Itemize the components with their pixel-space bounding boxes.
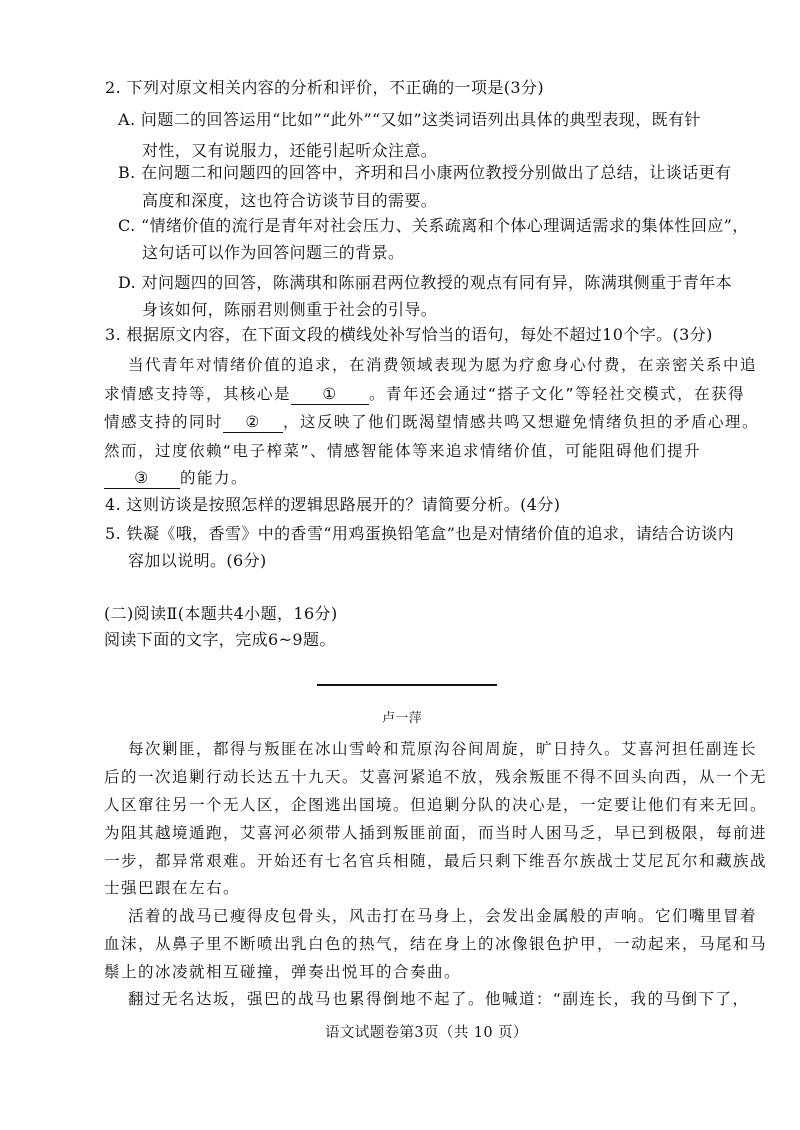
q3-passage-text: 。青年还会通过“搭子文化”等轻社交模式，在获得 — [369, 385, 746, 403]
q3-blank-3: ③ — [104, 468, 180, 489]
story-line: 一步，都异常艰难。开始还有七名官兵相随，最后只剩下维吾尔族战士艾尼瓦尔和藏族战 — [104, 852, 768, 870]
q2-option-a-line1: A. 问题二的回答运用“比如”“此外”“又如”这类词语列出具体的典型表现，既有针 — [118, 110, 701, 129]
q3-passage-text: 的能力。 — [180, 469, 249, 487]
q5-stem-line1: 5. 铁凝《哦，香雪》中的香雪“用鸡蛋换铅笔盒”也是对情绪价值的追求，请结合访谈内 — [105, 524, 735, 543]
q2-option-b-line2: 高度和深度，这也符合访谈节目的需要。 — [142, 191, 438, 210]
story-line: 人区窜往另一个无人区，企图逃出国境。但追剿分队的决心是，一定要让他们有来无回。 — [104, 796, 768, 814]
q3-passage-line1: 当代青年对情绪价值的追求，在消费领域表现为愿为疗愈身心付费，在亲密关系中追 — [128, 356, 758, 374]
q3-passage-line3 — [104, 410, 759, 434]
title-rule — [317, 684, 497, 686]
q3-passage-line4: 然而，过度依赖“电子榨菜”、情感智能体等来追求情绪价值，可能阻碍他们提升 — [104, 442, 702, 460]
story-line: 鬃上的冰凌就相互碰撞，弹奏出悦耳的合奏曲。 — [104, 963, 462, 981]
story-line: 为阻其越境遁跑，艾喜河必须带人插到叛匪前面，而当时人困马乏，早已到极限，每前进 — [104, 824, 768, 842]
story-line: 翻过无名达坂，强巴的战马也累得倒地不起了。他喊道：“副连长，我的马倒下了， — [128, 990, 750, 1008]
q3-passage-text: 情感支持的同时 — [104, 413, 224, 431]
story-line: 后的一次追剿行动长达五十九天。艾喜河紧追不放，残余叛匪不得不回头向西，从一个无 — [104, 768, 768, 786]
q2-option-c-line1: C. “情绪价值的流行是青年对社会压力、关系疏离和个体心理调适需求的集体性回应”， — [118, 216, 749, 235]
story-author: 卢一萍 — [382, 711, 423, 726]
q2-option-d-line1: D. 对问题四的回答，陈满琪和陈丽君两位教授的观点有同有异，陈满琪侧重于青年本 — [118, 273, 733, 292]
q2-stem: 2. 下列对原文相关内容的分析和评价，不正确的一项是(3分) — [105, 78, 545, 97]
q4-stem: 4. 这则访谈是按照怎样的逻辑思路展开的？请简要分析。(4分) — [105, 495, 561, 514]
q3-passage-line5 — [104, 466, 248, 490]
section-instruction: 阅读下面的文字，完成6~9题。 — [104, 630, 336, 649]
q3-blank-2: ② — [223, 412, 283, 433]
q3-passage-text: 求情感支持等，其核心是 — [104, 385, 292, 403]
q2-option-a-line2: 对性，又有说服力，还能引起听众注意。 — [142, 141, 438, 160]
q3-passage-text: ，这反映了他们既渴望情感共鸣又想避免情绪负担的矛盾心理。 — [283, 413, 760, 431]
story-line: 士强巴跟在左右。 — [104, 879, 241, 897]
story-line: 每次剿匪，都得与叛匪在冰山雪岭和荒原沟谷间周旋，旷日持久。艾喜河担任副连长 — [128, 740, 758, 758]
page-footer: 语文试题卷第3页（共 10 页） — [325, 1025, 528, 1041]
story-line: 活着的战马已瘦得皮包骨头，风击打在马身上，会发出金属般的声响。它们嘴里冒着 — [128, 907, 758, 925]
q3-blank-1: ① — [291, 384, 369, 405]
section-heading: (二)阅读Ⅱ(本题共4小题，16分) — [104, 604, 338, 623]
story-line: 血沫，从鼻子里不断喷出乳白色的热气，结在身上的冰像银色护甲，一动起来，马尾和马 — [104, 935, 768, 953]
q2-option-c-line2: 这句话可以作为回答问题三的背景。 — [142, 243, 405, 262]
q3-stem: 3. 根据原文内容，在下面文段的横线处补写恰当的语句，每处不超过10个字。(3分) — [105, 325, 713, 344]
q3-passage-line2 — [104, 382, 745, 406]
q2-option-b-line1: B. 在问题二和问题四的回答中，齐玥和吕小康两位教授分别做出了总结，让谈话更有 — [118, 163, 732, 182]
q5-stem-line2: 容加以说明。(6分) — [128, 551, 267, 570]
q2-option-d-line2: 身该如何，陈丽君则侧重于社会的引导。 — [142, 300, 438, 319]
